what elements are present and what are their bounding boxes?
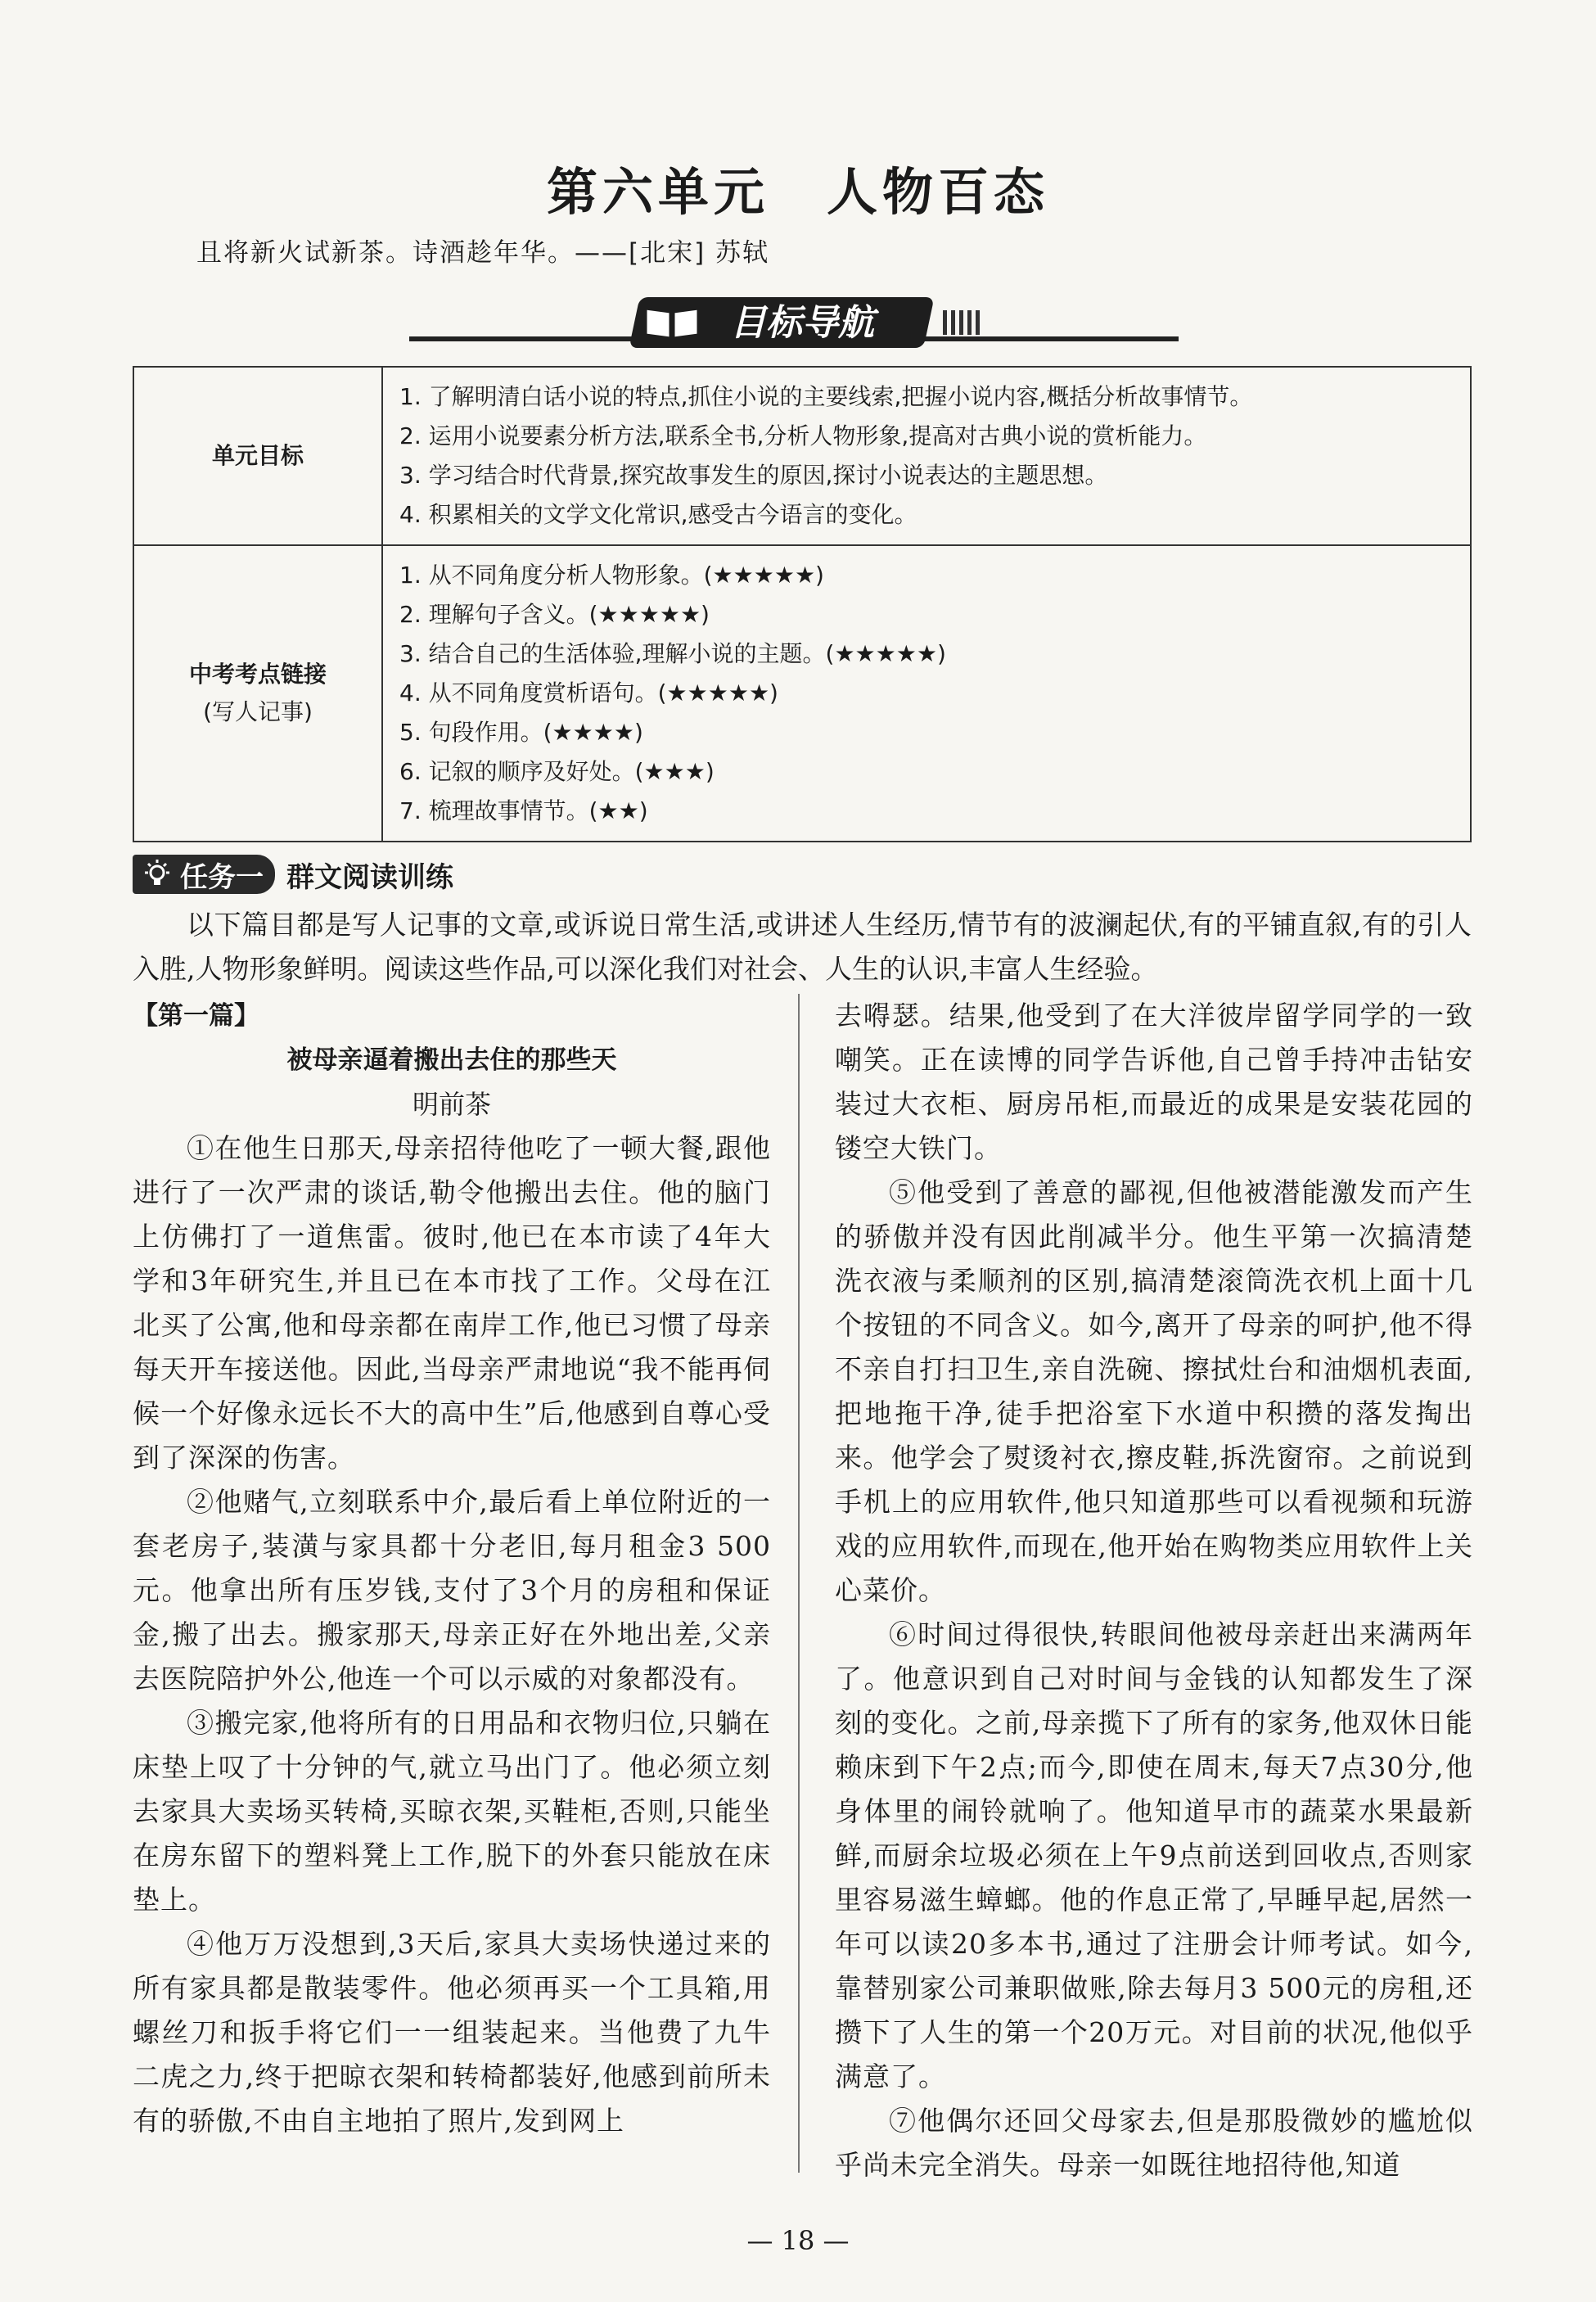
list-item: 5. 句段作用。(★★★★) bbox=[399, 719, 643, 746]
list-item: 2. 理解句子含义。(★★★★★) bbox=[399, 601, 710, 628]
task-header bbox=[133, 854, 453, 895]
epigraph-quote: 且将新火试新茶。诗酒趁年华。——[北宋] 苏轼 bbox=[196, 238, 770, 268]
open-book-icon bbox=[642, 304, 701, 341]
article-left-column bbox=[133, 994, 771, 2143]
list-item: 1. 了解明清白话小说的特点,抓住小说的主要线索,把握小说内容,概括分析故事情节。 bbox=[399, 383, 1253, 410]
article-paragraph: ②他赌气,立刻联系中介,最后看上单位附近的一套老房子,装潢与家具都十分老旧,每月租金3 500元。他拿出所有压岁钱,支付了3个月的房租和保证金,搬了出去。搬家那天,母亲正好在外地出差,父亲去医院陪护外公,他连一个可以示威的对象都没有。 bbox=[133, 1486, 771, 1695]
unit-goals-row bbox=[133, 367, 1471, 545]
exam-points-sublabel: (写人记事) bbox=[203, 698, 313, 725]
banner-label: 目标导航 bbox=[730, 302, 874, 344]
article-paragraph: ⑦他偶尔还回父母家去,但是那股微妙的尴尬似乎尚未完全消失。母亲一如既往地招待他,知道 bbox=[835, 2105, 1473, 2181]
article-paragraph-continued: 去嘚瑟。结果,他受到了在大洋彼岸留学同学的一致嘲笑。正在读博的同学告诉他,自己曾手持冲击钻安装过大衣柜、厨房吊柜,而最近的成果是安装花园的镂空大铁门。 bbox=[835, 1000, 1473, 1164]
article-right-column bbox=[835, 994, 1473, 2187]
unit-goals-list bbox=[382, 367, 1471, 545]
task-intro: 以下篇目都是写人记事的文章,或诉说日常生活,或讲述人生经历,情节有的波澜起伏,有的平铺直叙,有的引人入胜,人物形象鲜明。阅读这些作品,可以深化我们对社会、人生的认识,丰富人生经验。 bbox=[133, 909, 1472, 985]
exam-points-label: 中考考点链接 bbox=[188, 661, 327, 688]
unit-title bbox=[0, 151, 1596, 224]
article-paragraph: ④他万万没想到,3天后,家具大卖场快递过来的所有家具都是散装零件。他必须再买一个工具箱,用螺丝刀和扳手将它们一一组装起来。当他费了九牛二虎之力,终于把晾衣架和转椅都装好,他感到前所未有的骄傲,不由自主地拍了照片,发到网上 bbox=[133, 1928, 771, 2137]
list-item: 4. 从不同角度赏析语句。(★★★★★) bbox=[399, 679, 778, 706]
list-item: 3. 学习结合时代背景,探究故事发生的原因,探讨小说表达的主题思想。 bbox=[399, 462, 1108, 489]
list-item: 6. 记叙的顺序及好处。(★★★) bbox=[399, 758, 715, 785]
list-item: 2. 运用小说要素分析方法,联系全书,分析人物形象,提高对古典小说的赏析能力。 bbox=[399, 422, 1207, 449]
exam-points-label-cell bbox=[133, 545, 382, 842]
article-paragraph: ⑤他受到了善意的鄙视,但他被潜能激发而产生的骄傲并没有因此削减半分。他生平第一次搞清楚洗衣液与柔顺剂的区别,搞清楚滚筒洗衣机上面十几个按钮的不同含义。如今,离开了母亲的呵护,他不得不亲自打扫卫生,亲自洗碗、擦拭灶台和油烟机表面,把地拖干净,徒手把浴室下水道中积攒的落发掏出来。他学会了熨烫衬衣,擦皮鞋,拆洗窗帘。之前说到手机上的应用软件,他只知道那些可以看视频和玩游戏的应用软件,而现在,他开始在购物类应用软件上关心菜价。 bbox=[835, 1176, 1473, 1606]
article-paragraph: ①在他生日那天,母亲招待他吃了一顿大餐,跟他进行了一次严肃的谈话,勒令他搬出去住。他的脑门上仿佛打了一道焦雷。彼时,他已在本市读了4年大学和3年研究生,并且已在本市找了工作。父母在江北买了公寓,他和母亲都在南岸工作,他已习惯了母亲每天开车接送他。因此,当母亲严肃地说“我不能再伺候一个好像永远长不大的高中生”后,他感到自尊心受到了深深的伤害。 bbox=[133, 1132, 771, 1474]
unit-title-left: 第六单元 bbox=[546, 162, 769, 222]
article-paragraph: ③搬完家,他将所有的日用品和衣物归位,只躺在床垫上叹了十分钟的气,就立马出门了。他必须立刻去家具大卖场买转椅,买晾衣架,买鞋柜,否则,只能坐在房东留下的塑料凳上工作,脱下的外套只能放在床垫上。 bbox=[133, 1707, 771, 1916]
list-item: 7. 梳理故事情节。(★★) bbox=[399, 797, 648, 824]
exam-points-row bbox=[133, 545, 1471, 842]
article-paragraph: ⑥时间过得很快,转眼间他被母亲赶出来满两年了。他意识到自己对时间与金钱的认知都发生了深刻的变化。之前,母亲揽下了所有的家务,他双休日能赖床到下午2点;而今,即使在周末,每天7点30分,他身体里的闹铃就响了。他知道早市的蔬菜水果最新鲜,而厨余垃圾必须在上午9点前送到回收点,否则家里容易滋生蟑螂。他的作息正常了,早睡早起,居然一年可以读20多本书,通过了注册会计师考试。如今,靠替别家公司兼职做账,除去每月3 500元的房租,还攒下了人生的第一个20万元。对目前的状况,他似乎满意了。 bbox=[835, 1618, 1473, 2092]
banner-stripes-icon bbox=[941, 309, 982, 336]
task-title: 群文阅读训练 bbox=[286, 860, 453, 894]
unit-title-right: 人物百态 bbox=[827, 162, 1050, 222]
task-badge bbox=[133, 855, 275, 894]
list-item: 3. 结合自己的生活体验,理解小说的主题。(★★★★★) bbox=[399, 640, 946, 667]
section-label: 【第一篇】 bbox=[133, 1001, 259, 1031]
goal-navigation-banner bbox=[409, 291, 1179, 356]
task-badge-label: 任务一 bbox=[180, 860, 264, 894]
column-divider bbox=[798, 994, 800, 2173]
list-item: 4. 积累相关的文学文化常识,感受古今语言的变化。 bbox=[399, 501, 917, 528]
exam-points-list bbox=[382, 545, 1471, 842]
article-title: 被母亲逼着搬出去住的那些天 bbox=[286, 1045, 617, 1075]
list-item: 1. 从不同角度分析人物形象。(★★★★★) bbox=[399, 562, 824, 589]
lightbulb-icon bbox=[141, 858, 174, 891]
page-number: — 18 — bbox=[746, 2225, 850, 2256]
article-author: 明前茶 bbox=[412, 1089, 491, 1120]
unit-goals-label: 单元目标 bbox=[133, 367, 382, 545]
goal-table bbox=[133, 366, 1472, 842]
